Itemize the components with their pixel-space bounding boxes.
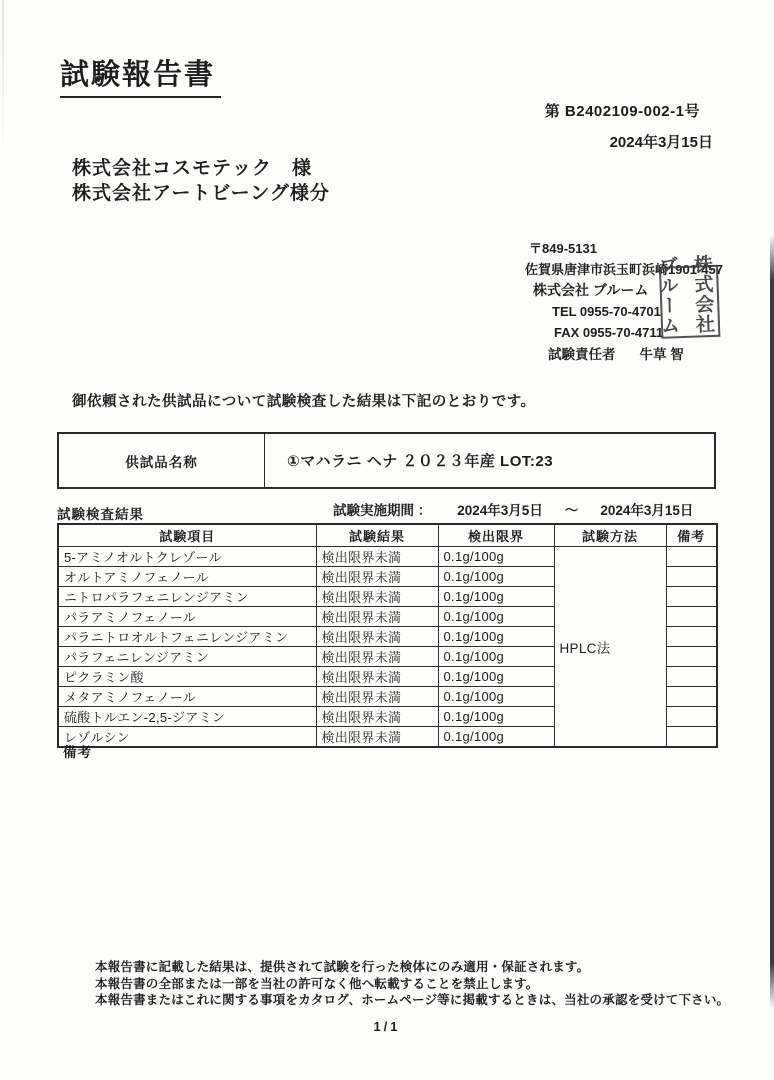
stamp-company-type: 株式会社 — [690, 253, 715, 335]
addressee-line: 株式会社アートビーング様分 — [72, 183, 330, 204]
results-table-header — [58, 524, 717, 547]
test-result-cell: 検出限界未満 — [316, 647, 438, 667]
issuer-postal-code: 〒849-5131 — [529, 241, 597, 256]
test-result-cell: 検出限界未満 — [316, 707, 438, 727]
test-period-end: 2024年3月15日 — [600, 503, 694, 518]
test-item-cell: ニトロパラフェニレンジアミン — [58, 587, 316, 607]
test-item-cell: パラフェニレンジアミン — [58, 647, 316, 667]
remarks-cell — [666, 627, 717, 647]
remarks-cell — [666, 707, 717, 727]
detection-limit-cell: 0.1g/100g — [438, 547, 554, 567]
issuer-tel: TEL 0955-70-4701 — [552, 304, 661, 319]
header-detection-limit: 検出限界 — [438, 524, 554, 547]
test-result-cell: 検出限界未満 — [316, 567, 438, 587]
test-result-cell: 検出限界未満 — [316, 607, 438, 627]
results-section-label: 試験検査結果 — [57, 507, 144, 522]
detection-limit-cell: 0.1g/100g — [438, 647, 554, 667]
detection-limit-cell: 0.1g/100g — [438, 627, 554, 647]
intro-sentence: 御依頼された供試品について試験検査した結果は下記のとおりです。 — [72, 394, 536, 410]
detection-limit-cell: 0.1g/100g — [438, 687, 554, 707]
sample-name-value: ①マハラニ ヘナ ２０２３年産 LOT:23 — [287, 453, 554, 470]
detection-limit-cell: 0.1g/100g — [438, 667, 554, 687]
detection-limit-cell: 0.1g/100g — [438, 607, 554, 627]
test-result-cell: 検出限界未満 — [316, 687, 438, 707]
issuer-block — [525, 238, 723, 343]
footer-note-line: 本報告書またはこれに関する事項をカタログ、ホームページ等に掲載するときは、当社の承認を受けて下さい。 — [95, 993, 730, 1007]
addressee-line: 株式会社コスモテック 様 — [72, 158, 313, 179]
issuer-fax: FAX 0955-70-4711 — [554, 325, 664, 340]
responsible-person-line — [548, 343, 684, 363]
detection-limit-cell: 0.1g/100g — [438, 727, 554, 748]
test-period-label: 試験実施期間 ： — [333, 503, 432, 518]
remarks-cell — [666, 567, 717, 587]
results-table — [57, 523, 718, 748]
stamp-company-name: ブルーム — [655, 255, 680, 336]
header-test-item: 試験項目 — [58, 524, 316, 547]
detection-limit-cell: 0.1g/100g — [438, 587, 554, 607]
test-item-cell: パラニトロオルトフェニレンジアミン — [58, 627, 316, 647]
responsible-label: 試験責任者 — [548, 347, 616, 362]
test-item-cell: 5-アミノオルトクレゾール — [58, 547, 316, 567]
footer-note-line: 本報告書に記載した結果は、提供されて試験を行った検体にのみ適用・保証されます。 — [95, 960, 590, 974]
test-period-start: 2024年3月5日 — [457, 503, 543, 518]
detection-limit-cell: 0.1g/100g — [438, 567, 554, 587]
issue-date: 2024年3月15日 — [609, 134, 713, 151]
remarks-cell — [666, 647, 717, 667]
footer-note-line: 本報告書の全部または一部を当社の許可なく他へ転載することを禁止します。 — [95, 976, 539, 991]
remarks-label: 備考 — [63, 745, 92, 760]
header-test-result: 試験結果 — [316, 524, 438, 547]
test-period-line — [333, 499, 693, 519]
responsible-name: 牛草 智 — [639, 347, 684, 362]
detection-limit-cell: 0.1g/100g — [438, 707, 554, 727]
test-item-cell: パラアミノフェノール — [58, 607, 316, 627]
test-result-cell: 検出限界未満 — [316, 667, 438, 687]
remarks-cell — [666, 667, 717, 687]
test-result-cell: 検出限界未満 — [316, 587, 438, 607]
sample-name-label: 供試品名称 — [59, 434, 265, 487]
issuer-address: 佐賀県唐津市浜玉町浜崎1901-457 — [525, 262, 723, 277]
test-item-cell: オルトアミノフェノール — [58, 567, 316, 587]
page-number: 1/1 — [373, 1019, 401, 1034]
header-test-method: 試験方法 — [554, 524, 666, 547]
test-item-cell: 硫酸トルエン-2,5-ジアミン — [58, 707, 316, 727]
header-row — [58, 524, 717, 547]
remarks-cell — [666, 547, 717, 567]
test-item-cell: メタアミノフェノール — [58, 687, 316, 707]
test-result-cell: 検出限界未満 — [316, 727, 438, 748]
remarks-cell — [666, 687, 717, 707]
results-table-body — [58, 547, 717, 748]
test-item-cell: ピクラミン酸 — [58, 667, 316, 687]
document-number: 第 B2402109-002-1号 — [544, 103, 700, 120]
remarks-cell — [666, 587, 717, 607]
test-period-separator: ～ — [564, 503, 579, 518]
test-result-cell: 検出限界未満 — [316, 547, 438, 567]
test-item-cell: レゾルシン — [58, 727, 316, 748]
remarks-cell — [666, 607, 717, 627]
test-method-cell: HPLC法 — [554, 547, 666, 748]
header-remarks: 備考 — [666, 524, 717, 547]
page-title: 試験報告書 — [60, 52, 221, 98]
footer-notes — [95, 959, 729, 1009]
remarks-cell — [666, 727, 717, 748]
sample-name-table — [57, 432, 716, 489]
test-result-cell: 検出限界未満 — [316, 627, 438, 647]
addressee-list — [72, 156, 330, 206]
result-row — [58, 547, 717, 567]
issuer-company-name: 株式会社 ブルーム — [533, 282, 649, 298]
scan-edge-artifact-right — [770, 234, 774, 1009]
